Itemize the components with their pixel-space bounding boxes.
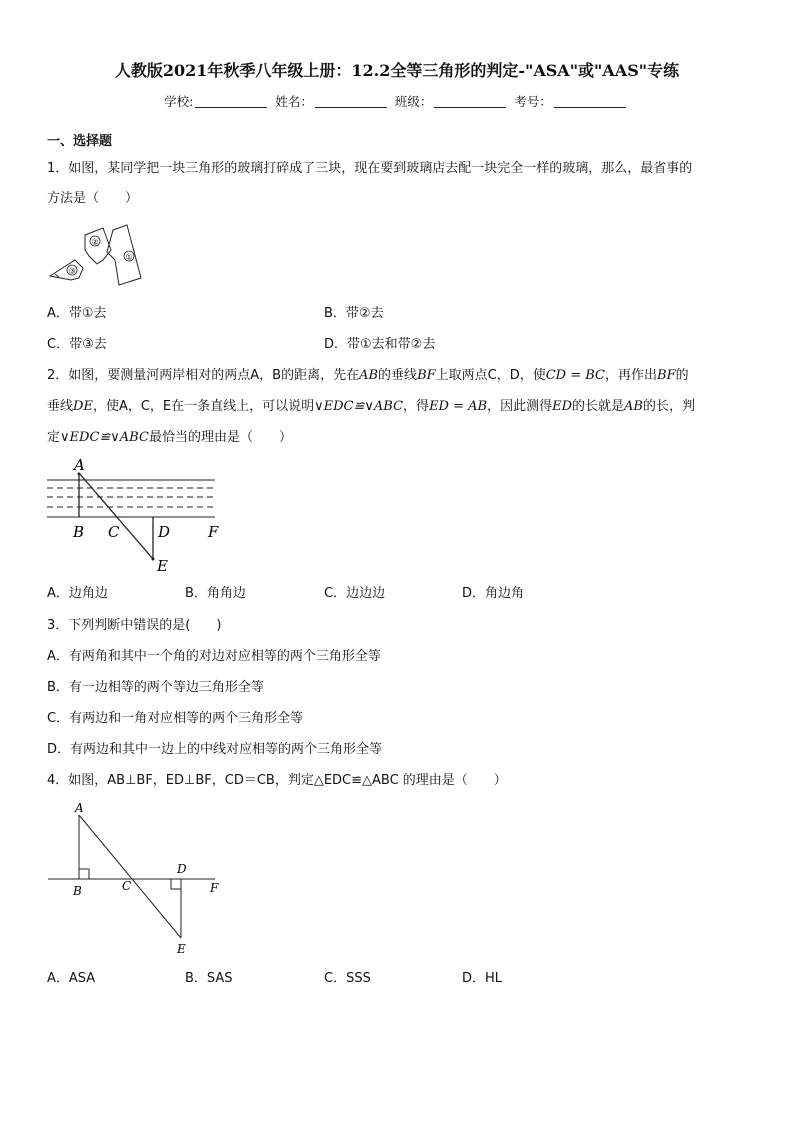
q1-option-d[interactable]: D．带①去和带②去 xyxy=(324,337,436,352)
q1-stem-line1: 1．如图，某同学把一块三角形的玻璃打碎成了三块，现在要到玻璃店去配一块完全一样的玻璃，那么，最省事的 xyxy=(47,161,693,176)
glass-label-3: ③ xyxy=(68,266,76,276)
q2-text: 的垂线 xyxy=(378,368,418,383)
q3-option-b[interactable]: B．有一边相等的两个等边三角形全等 xyxy=(47,680,264,695)
glass-piece-3 xyxy=(50,260,83,280)
q2-math-de: DE xyxy=(73,399,93,414)
fig2-label-e: E xyxy=(157,557,168,575)
q2-math-ab: AB xyxy=(359,368,379,383)
q2-option-a[interactable]: A．边角边 xyxy=(47,586,108,601)
q2-river-figure xyxy=(45,455,225,575)
q2-stem-line1 xyxy=(47,367,689,385)
q2-stem-line2 xyxy=(47,398,695,416)
q2-text: ，使A，C，E在一条直线上，可以说明 xyxy=(92,399,315,414)
fig4-label-c: C xyxy=(122,879,132,893)
q4-option-d[interactable]: D．HL xyxy=(462,971,503,986)
school-label: 学校: xyxy=(164,94,194,109)
student-info-row xyxy=(0,92,794,110)
q2-text: 上取两点C，D，使 xyxy=(435,368,546,383)
q3-option-d[interactable]: D．有两边和其中一边上的中线对应相等的两个三角形全等 xyxy=(47,742,383,757)
fig2-label-f: F xyxy=(208,523,219,541)
q2-text: 最恰当的理由是（ ） xyxy=(148,430,292,445)
fig4-label-d: D xyxy=(177,862,187,876)
fig4-label-b: B xyxy=(73,884,82,898)
q4-option-a[interactable]: A．ASA xyxy=(47,971,96,986)
name-label: 姓名： xyxy=(275,94,313,109)
q2-option-c[interactable]: C．边边边 xyxy=(324,586,386,601)
fig4-label-a: A xyxy=(75,801,84,815)
q2-text: 的 xyxy=(675,368,689,383)
class-label: 班级： xyxy=(394,94,433,109)
q2-math-congruence: ∨EDC≌∨ABC xyxy=(314,399,404,414)
q2-text: 的长就是 xyxy=(572,399,625,414)
q2-math-bf: BF xyxy=(417,368,436,383)
q4-triangle-figure xyxy=(45,800,230,960)
page-title: 人教版2021年秋季八年级上册：12.2全等三角形的判定-"ASA"或"AAS"专练 xyxy=(114,61,680,80)
q2-option-b[interactable]: B．角角边 xyxy=(185,586,246,601)
school-blank[interactable] xyxy=(195,95,267,108)
fig2-label-b: B xyxy=(73,523,85,541)
q2-text: ，得 xyxy=(403,399,430,414)
q3-option-c[interactable]: C．有两边和一角对应相等的两个三角形全等 xyxy=(47,711,304,726)
exam-no-label: 考号： xyxy=(514,94,552,109)
q2-text: 定 xyxy=(47,430,61,445)
q2-option-d[interactable]: D．角边角 xyxy=(462,586,525,601)
q1-option-c[interactable]: C．带③去 xyxy=(47,337,107,352)
q2-text: 的长，判 xyxy=(642,399,695,414)
fig2-label-a: A xyxy=(74,456,85,474)
q2-math-congruence: ∨EDC≌∨ABC xyxy=(60,430,149,445)
exam-no-blank[interactable] xyxy=(554,95,626,108)
fig2-label-c: C xyxy=(108,523,120,541)
q3-stem: 3．下列判断中错误的是( ) xyxy=(47,618,222,633)
q2-math-ab: AB xyxy=(624,399,643,414)
fig4-label-f: F xyxy=(210,881,219,895)
q2-text: ，因此测得 xyxy=(487,399,553,414)
q2-math-ed-eq-ab: ED = AB xyxy=(429,399,488,414)
fig4-label-e: E xyxy=(177,942,186,956)
q2-math-bf: BF xyxy=(657,368,676,383)
q4-option-b[interactable]: B．SAS xyxy=(185,971,233,986)
q2-text: 垂线 xyxy=(47,399,74,414)
q1-option-a[interactable]: A．带①去 xyxy=(47,306,107,321)
q1-stem-line2: 方法是（ ） xyxy=(47,191,139,206)
q1-option-b[interactable]: B．带②去 xyxy=(324,306,384,321)
q3-option-a[interactable]: A．有两角和其中一个角的对边对应相等的两个三角形全等 xyxy=(47,649,381,664)
class-blank[interactable] xyxy=(434,95,506,108)
q4-stem: 4．如图，AB⊥BF，ED⊥BF，CD＝CB，判定△EDC≌△ABC 的理由是（ ） xyxy=(47,773,507,788)
q2-math-ed: ED xyxy=(552,399,573,414)
section-heading: 一、选择题 xyxy=(47,134,113,149)
name-blank[interactable] xyxy=(315,95,387,108)
q2-stem-line3 xyxy=(47,429,292,447)
glass-label-2: ② xyxy=(91,237,99,247)
glass-label-1: ① xyxy=(125,252,133,262)
q4-option-c[interactable]: C．SSS xyxy=(324,971,371,986)
fig2-label-d: D xyxy=(158,523,171,541)
q2-math-cd-eq-bc: CD = BC xyxy=(545,368,606,383)
q1-glass-figure xyxy=(45,220,155,285)
q2-text: ，再作出 xyxy=(605,368,658,383)
q2-text: 2．如图，要测量河两岸相对的两点A，B的距离，先在 xyxy=(47,368,360,383)
